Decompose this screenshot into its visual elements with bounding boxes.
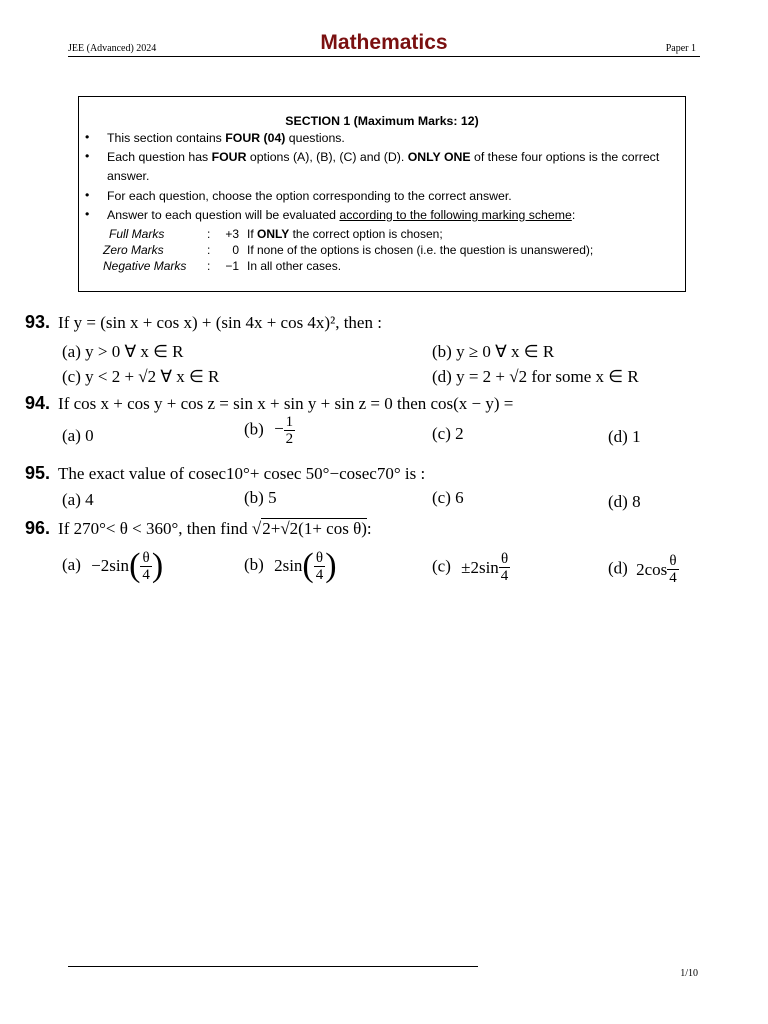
scheme-full-desc-post: the correct option is chosen; [289,227,443,241]
bullet-1-text: This section contains [107,131,226,145]
q96-option-b [244,549,337,583]
question-text: If y = (sin x + cos x) + (sin 4x + cos 4x)², then : [58,313,382,332]
scheme-full-value: +3 [225,227,239,241]
scheme-colon: : [207,227,211,241]
fraction [667,553,679,586]
fraction [284,414,296,447]
q94-option-c: (c) 2 [432,424,464,443]
right-paren: ) [151,547,164,584]
bullet-4-underline: according to the following marking scheme [339,208,572,222]
numerator: 1 [285,414,294,430]
q96-option-d [608,553,679,586]
page-number: 1/10 [680,968,698,979]
bullet-icon: • [85,207,90,221]
fraction [499,551,511,584]
footer-rule [68,966,478,967]
header-right: Paper 1 [665,43,696,54]
question-number: 95. [25,463,51,483]
bullet-icon: • [85,130,90,144]
bullet-2-text-end: of these four options is the correct answer. [107,150,660,183]
section-instructions-box [78,96,686,292]
question-text-end: : [366,519,372,538]
fraction [314,550,326,583]
bullet-1-bold: FOUR (04) [225,131,286,145]
bullet-2-bold-2: ONLY ONE [407,150,471,164]
scheme-zero-label: Zero Marks [103,243,164,257]
scheme-zero-desc: If none of the options is chosen (i.e. the question is unanswered); [247,243,594,257]
denominator: 4 [315,566,324,583]
page-title: Mathematics [320,31,448,54]
q93-option-d: (d) y = 2 + √2 for some x ∈ R [432,367,639,386]
minus-sign: − [274,419,284,439]
bullet-4 [107,206,677,225]
scheme-colon: : [207,243,211,257]
scheme-full-desc-pre: If [247,227,258,241]
bullet-2-text-mid: options (A), (B), (C) and (D). [246,150,408,164]
section-heading: SECTION 1 (Maximum Marks: 12) [285,114,479,128]
q95-option-a: (a) 4 [62,490,94,509]
numerator: θ [667,553,679,570]
bullet-2 [107,148,677,186]
denominator: 4 [142,566,150,583]
option-expression: ±2sin [461,557,499,577]
question-number: 94. [25,393,51,413]
denominator: 2 [285,431,294,447]
left-paren: ( [129,547,141,584]
q93-option-b: (b) y ≥ 0 ∀ x ∈ R [432,342,555,361]
scheme-neg-value: −1 [225,259,239,273]
option-label: (d) [608,558,628,578]
scheme-colon: : [207,259,211,273]
q96-option-c [432,551,510,584]
left-paren: ( [302,547,314,584]
scheme-full-desc [247,227,443,241]
q96-option-a [62,549,163,583]
option-label: (c) [432,556,451,576]
right-paren: ) [325,547,337,584]
question-95-stem [25,463,425,484]
sqrt-radicand: 2+√2(1+ cos θ) [262,519,367,538]
option-label: (b) [244,419,264,439]
q94-option-d: (d) 1 [608,427,641,446]
numerator: θ [499,551,511,568]
option-label: (a) [62,554,81,574]
q95-option-c: (c) 6 [432,488,464,507]
question-text: If cos x + cos y + cos z = sin x + sin y + sin z = 0 then cos(x − y) = [58,394,514,413]
bullet-1 [107,129,677,148]
scheme-full-label: Full Marks [109,227,165,241]
question-93-stem [25,312,382,333]
q95-option-b: (b) 5 [244,488,277,507]
option-expression: 2sin [274,556,303,575]
q95-option-d: (d) 8 [608,492,641,511]
q94-option-a: (a) 0 [62,426,94,445]
bullet-4-text-end: : [571,208,576,222]
bullet-1-text-end: questions. [285,131,345,145]
scheme-zero-value: 0 [232,243,239,257]
option-expression: −2sin [91,556,130,575]
bullet-3: For each question, choose the option corresponding to the correct answer. [107,189,512,203]
sqrt-icon: √ [251,519,262,538]
bullet-icon: • [85,188,90,202]
numerator: θ [314,550,326,567]
option-expression: 2cos [636,559,668,579]
fraction [140,550,152,583]
scheme-neg-label: Negative Marks [103,259,187,273]
header-rule [68,56,700,57]
q93-option-a: (a) y > 0 ∀ x ∈ R [62,342,184,361]
scheme-full-desc-bold: ONLY [257,227,290,241]
question-94-stem [25,393,513,414]
question-number: 93. [25,312,51,332]
q93-option-c: (c) y < 2 + √2 ∀ x ∈ R [62,367,220,386]
scheme-neg-desc: In all other cases. [247,259,342,273]
bullet-4-text: Answer to each question will be evaluated [107,208,340,222]
option-label: (b) [244,554,264,574]
question-96-stem [25,518,372,539]
bullet-2-text: Each question has [107,150,212,164]
question-number: 96. [25,518,51,538]
bullet-icon: • [85,149,90,163]
header-left: JEE (Advanced) 2024 [68,43,157,54]
q94-option-b [244,414,295,447]
bullet-2-bold-1: FOUR [211,150,247,164]
question-text: The exact value of cosec10°+ cosec 50°−cosec70° is : [58,464,426,483]
denominator: 4 [669,570,677,586]
denominator: 4 [500,568,509,584]
numerator: θ [140,550,152,567]
question-text: If 270°< θ < 360°, then find [58,519,252,538]
